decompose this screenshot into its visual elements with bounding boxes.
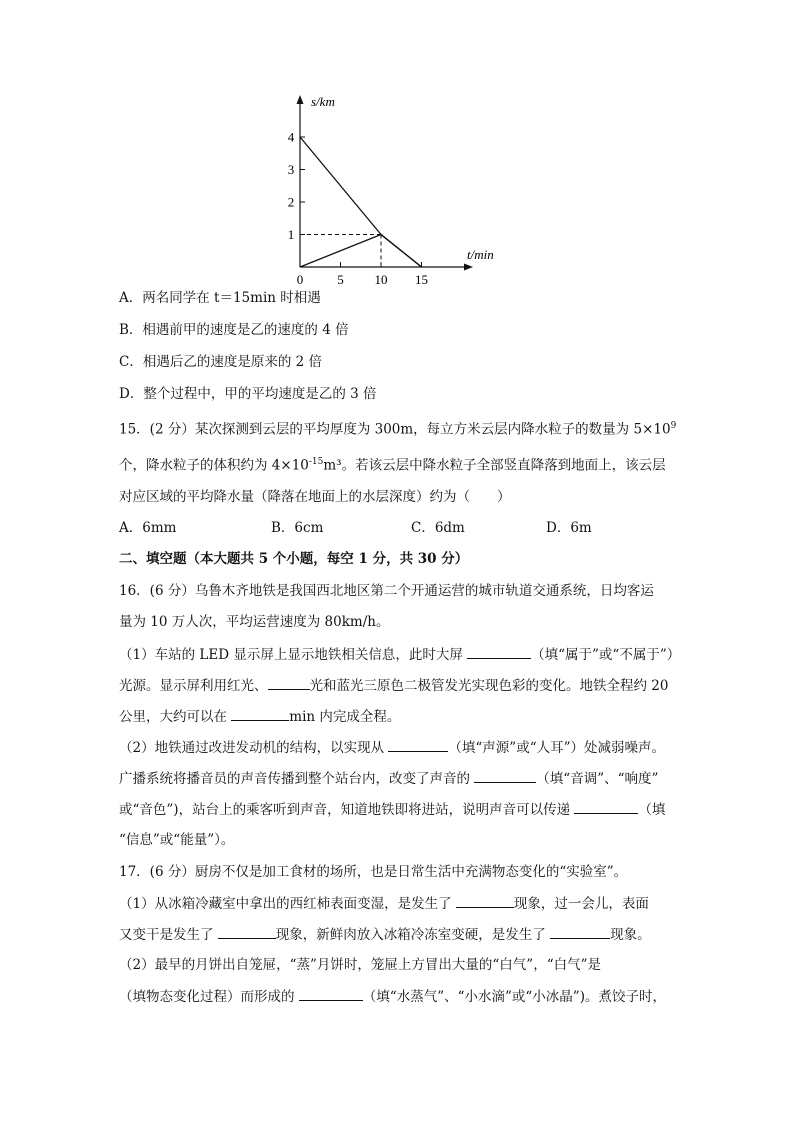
option-14-b: B．相遇前甲的速度是乙的速度的 4 倍 bbox=[119, 322, 349, 338]
section-2-heading: 二、填空题（本大题共 5 个小题，每空 1 分，共 30 分） bbox=[119, 551, 469, 567]
option-15-d: D．6m bbox=[546, 520, 592, 536]
q17-text-2a: （1）从冰箱冷藏室中拿出的西红柿表面变湿，是发生了 bbox=[119, 896, 452, 912]
data-series bbox=[300, 137, 422, 267]
question-16-line-9: “信息”或“能量”）。 bbox=[119, 832, 235, 848]
question-16-line-8 bbox=[119, 799, 665, 820]
x-tick-label: 0 bbox=[296, 272, 304, 287]
option-14-d: D．整个过程中，甲的平均速度是乙的 3 倍 bbox=[119, 386, 377, 402]
option-14-c: C．相遇后乙的速度是原来的 2 倍 bbox=[119, 354, 323, 370]
question-16-line-1: 16．(6 分）乌鲁木齐地铁是我国西北地区第二个开通运营的城市轨道交通系统，日均客运 bbox=[119, 583, 654, 599]
x-tick-label: 5 bbox=[337, 272, 344, 287]
q15-exponent-2: -15 bbox=[308, 457, 324, 467]
question-15-line-2 bbox=[119, 452, 666, 476]
x-axis-arrow bbox=[464, 264, 473, 271]
question-17-line-5 bbox=[119, 986, 666, 1007]
x-tick-label: 15 bbox=[415, 272, 428, 287]
q16-text-4a: 光源。显示屏利用红光、 bbox=[119, 678, 268, 694]
question-16-line-4 bbox=[119, 675, 668, 696]
question-16-line-7 bbox=[119, 768, 658, 789]
series-line-2 bbox=[300, 235, 422, 268]
y-tick-label: 2 bbox=[287, 194, 295, 210]
answer-blank[interactable] bbox=[467, 644, 531, 659]
question-15-line-3: 对应区域的平均降水量（降落在地面上的水层深度）约为（ ） bbox=[119, 489, 511, 505]
y-axis-arrow bbox=[297, 95, 304, 104]
x-tick-label: 10 bbox=[374, 272, 388, 287]
distance-time-graph bbox=[284, 90, 524, 290]
q16-text-5b: min 内完成全程。 bbox=[289, 709, 401, 725]
q17-text-3c: 现象。 bbox=[610, 927, 651, 943]
q16-text-4b: 光和蓝光三原色二极管发光实现色彩的变化。地铁全程约 20 bbox=[309, 678, 669, 694]
question-17-line-3 bbox=[119, 924, 651, 945]
answer-blank[interactable] bbox=[388, 737, 448, 752]
question-17-line-2 bbox=[119, 893, 649, 914]
q16-text-6a: （2）地铁通过改进发动机的结构，以实现从 bbox=[119, 740, 385, 756]
series-line-1 bbox=[300, 137, 422, 267]
option-14-a: A．两名同学在 t＝15min 时相遇 bbox=[119, 290, 321, 306]
q16-text-3b: （填“属于”或“不属于”） bbox=[531, 647, 681, 663]
q16-text-7b: （填“音调”、“响度” bbox=[536, 771, 659, 787]
question-16-line-2: 量为 10 万人次，平均运营速度为 80km/h。 bbox=[119, 614, 390, 630]
q17-text-5a: （填物态变化过程）而形成的 bbox=[119, 989, 295, 1005]
option-15-b: B．6cm bbox=[271, 520, 324, 536]
question-15-line-1 bbox=[119, 416, 676, 440]
q17-text-2b: 现象，过一会儿，表面 bbox=[513, 896, 649, 912]
q16-text-8b: （填 bbox=[638, 802, 666, 818]
question-17-line-4: （2）最早的月饼出自笼屉，“蒸”月饼时，笼屉上方冒出大量的“白气”，“白气”是 bbox=[119, 957, 601, 973]
q16-text-5a: 公里，大约可以在 bbox=[119, 709, 227, 725]
answer-blank[interactable] bbox=[550, 924, 610, 939]
x-axis-label: t/min bbox=[467, 247, 494, 262]
answer-blank[interactable] bbox=[574, 799, 638, 814]
answer-blank[interactable] bbox=[218, 924, 276, 939]
answer-blank[interactable] bbox=[474, 768, 536, 783]
question-16-line-3 bbox=[119, 644, 680, 665]
q16-text-8a: 或“音色”)，站台上的乘客听到声音，知道地铁即将进站，说明声音可以传递 bbox=[119, 802, 571, 818]
answer-blank[interactable] bbox=[231, 706, 289, 721]
q17-text-5b: （填“水蒸气”、“小水滴”或“小冰晶”)。煮饺子时， bbox=[362, 989, 666, 1005]
y-tick-label: 4 bbox=[287, 129, 295, 145]
y-tick-label: 1 bbox=[287, 227, 295, 242]
option-15-c: C．6dm bbox=[411, 520, 465, 536]
q15-text-1: 15．(2 分）某次探测到云层的平均厚度为 300m，每立方米云层内降水粒子的数量为 5×10 bbox=[119, 421, 671, 438]
question-16-line-5 bbox=[119, 706, 400, 727]
answer-blank[interactable] bbox=[268, 675, 310, 690]
q17-text-3b: 现象，新鲜肉放入冰箱冷冻室变硬，是发生了 bbox=[275, 927, 546, 943]
answer-blank[interactable] bbox=[299, 986, 363, 1001]
q15-exponent-1: 9 bbox=[670, 421, 677, 431]
q17-text-3a: 又变干是发生了 bbox=[119, 927, 214, 943]
q16-text-6b: （填“声源”或“人耳”）处减弱噪声。 bbox=[448, 740, 665, 756]
q15-text-2a: 个，降水粒子的体积约为 4×10 bbox=[119, 457, 309, 474]
axis-ticks bbox=[300, 137, 422, 267]
q15-text-2b: m³。若该云层中降水粒子全部竖直降落到地面上，该云层 bbox=[323, 457, 666, 474]
y-tick-label: 3 bbox=[287, 162, 295, 177]
y-axis-label: s/km bbox=[311, 94, 335, 109]
question-17-line-1: 17．(6 分）厨房不仅是加工食材的场所，也是日常生活中充满物态变化的“实验室”。 bbox=[119, 864, 628, 880]
option-15-a: A．6mm bbox=[119, 520, 177, 536]
q16-text-7a: 广播系统将播音员的声音传播到整个站台内，改变了声音的 bbox=[119, 771, 470, 787]
q16-text-3a: （1）车站的 LED 显示屏上显示地铁相关信息，此时大屏 bbox=[119, 647, 463, 663]
question-16-line-6 bbox=[119, 737, 665, 758]
answer-blank[interactable] bbox=[456, 893, 514, 908]
